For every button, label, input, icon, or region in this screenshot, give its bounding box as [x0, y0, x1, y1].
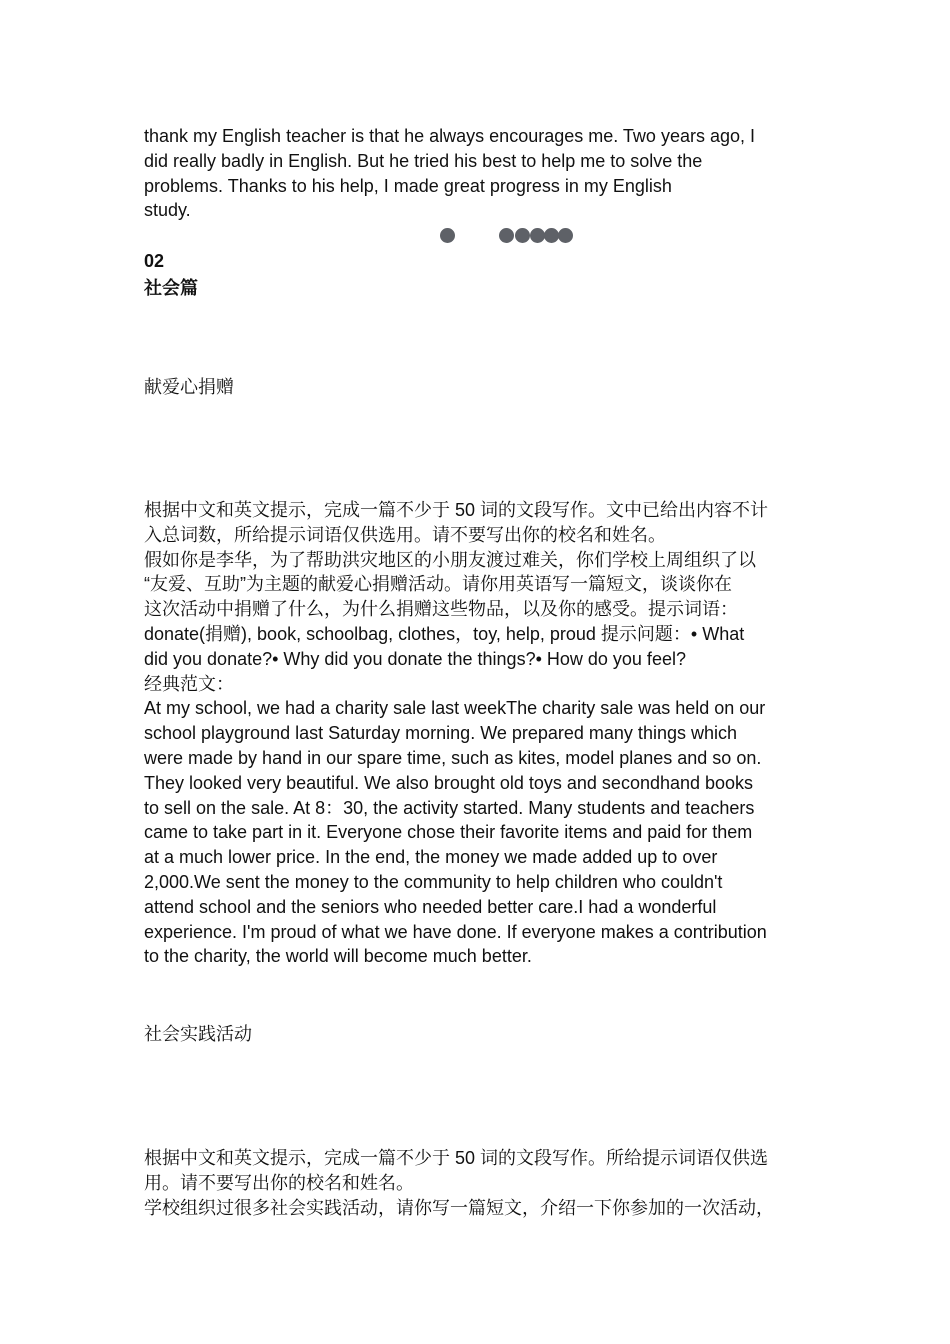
text-line: 2,000.We sent the money to the community to help children who couldn't [144, 871, 723, 892]
text-line: thank my English teacher is that he always encourages me. Two years ago, I [144, 126, 755, 146]
dot-icon [440, 228, 455, 243]
topic2-prompt [144, 1146, 810, 1220]
text-line: 入总词数，所给提示词语仅供选用。请不要写出你的校名和姓名。 [144, 524, 666, 545]
section-number: 02 [144, 251, 165, 271]
text-line: 根据中文和英文提示，完成一篇不少于 50 词的文段写作。所给提示词语仅供选 [144, 1148, 769, 1168]
dot-icon [544, 228, 559, 243]
text-line: 用。请不要写出你的校名和姓名。 [144, 1172, 414, 1193]
dot-icon [530, 228, 545, 243]
text-line: At my school, we had a charity sale last weekThe charity sale was held on our [144, 698, 766, 719]
text-line: They looked very beautiful. We also brought old toys and secondhand books [144, 772, 754, 793]
topic1-title: 献爱心捐赠 [144, 377, 234, 397]
text-line: experience. I'm proud of what we have done. If everyone makes a contribution [144, 921, 767, 942]
text-line: did you donate?• Why did you donate the things?• How do you feel? [144, 648, 686, 669]
text-line: 假如你是李华，为了帮助洪灾地区的小朋友渡过难关，你们学校上周组织了以 [144, 549, 756, 570]
text-line: to the charity, the world will become much better. [144, 946, 532, 967]
text-line: 学校组织过很多社会实践活动，请你写一篇短文，介绍一下你参加的一次活动， [144, 1197, 774, 1218]
text-line: did really badly in English. But he tried his best to help me to solve the [144, 150, 703, 171]
section-heading [144, 249, 810, 301]
text-line: study. [144, 200, 191, 221]
text-line: were made by hand in our spare time, such as kites, model planes and so on. [144, 747, 762, 768]
text-line: school playground last Saturday morning. We prepared many things which [144, 723, 737, 744]
text-line: 这次活动中捐赠了什么，为什么捐赠这些物品，以及你的感受。提示词语： [144, 599, 738, 620]
text-line: “友爱、互助”为主题的献爱心捐赠活动。请你用英语写一篇短文，谈谈你在 [144, 574, 732, 595]
dot-icon [515, 228, 530, 243]
text-line: donate(捐赠), book, schoolbag, clothes，toy, help, proud 提示问题：• What [144, 623, 745, 644]
dot-icon [499, 228, 514, 243]
intro-paragraph [144, 124, 810, 223]
text-line: problems. Thanks to his help, I made great progress in my English [144, 175, 672, 196]
text-line: at a much lower price. In the end, the money we made added up to over [144, 847, 718, 868]
section-title: 社会篇 [144, 277, 198, 298]
topic1-prompt [144, 498, 810, 969]
text-line: to sell on the sale. At 8：30, the activity started. Many students and teachers [144, 797, 755, 818]
dot-icon [558, 228, 573, 243]
text-line: 根据中文和英文提示，完成一篇不少于 50 词的文段写作。文中已给出内容不计 [144, 500, 769, 520]
text-line: came to take part in it. Everyone chose their favorite items and paid for them [144, 822, 753, 843]
topic2-title: 社会实践活动 [144, 1024, 252, 1044]
sample-label: 经典范文： [144, 673, 234, 694]
text-line: attend school and the seniors who needed better care.I had a wonderful [144, 896, 717, 917]
